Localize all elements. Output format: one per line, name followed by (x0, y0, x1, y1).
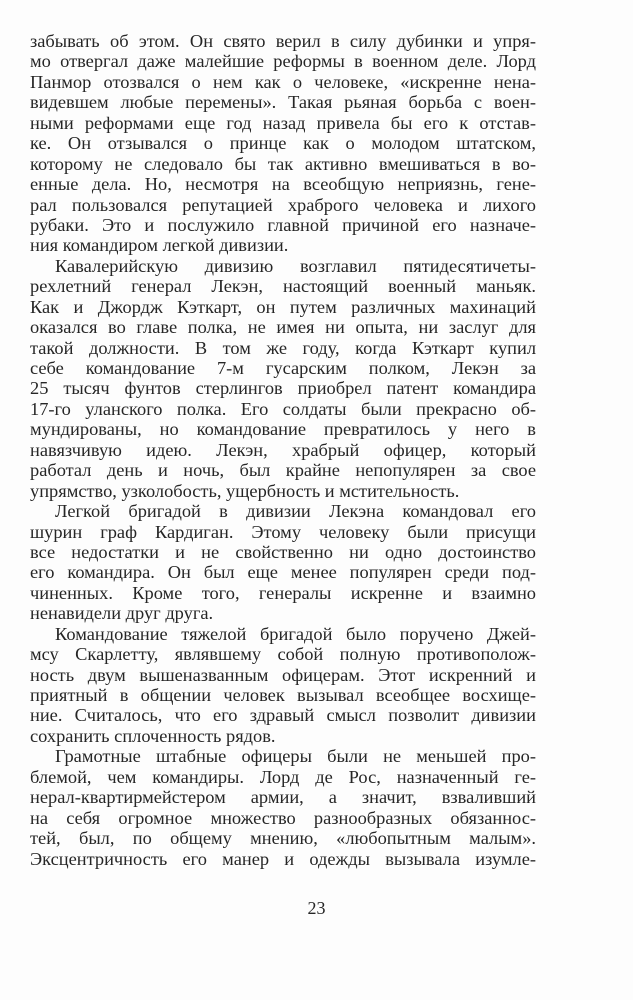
text-line: 25 тысяч фунтов стерлингов приобрел патент командира (30, 378, 536, 399)
text-line: чиненных. Кроме того, генералы искренне и взаимно (30, 582, 536, 603)
text-line: ния командиром легкой дивизии. (30, 235, 289, 256)
text-line: мо отвергал даже малейшие реформы в военном деле. Лорд (30, 51, 536, 72)
text-line: Командование тяжелой бригадой было поручено Джей- (55, 623, 536, 644)
text-line: которому не следовало бы так активно вмешиваться в во- (30, 153, 536, 174)
text-line: ненавидели друг друга. (30, 603, 214, 624)
text-line: нерал-квартирмейстером армии, а значит, взваливший (30, 787, 536, 808)
text-line: оказался во главе полка, не имея ни опыта, ни заслуг для (30, 317, 536, 338)
text-line: ние. Считалось, что его здравый смысл позволит дивизии (30, 705, 536, 726)
paragraph (30, 624, 536, 747)
text-line: енные дела. Но, несмотря на всеобщую неприязнь, гене- (30, 174, 536, 195)
text-line: ность двум вышеназванным офицерам. Этот искренний и (30, 664, 536, 685)
text-line: блемой, чем командиры. Лорд де Рос, назначенный ге- (30, 766, 536, 787)
text-line: Как и Джордж Кэткарт, он путем различных махинаций (30, 296, 536, 317)
text-line: ке. Он отзывался о принце как о молодом штатском, (30, 133, 536, 154)
text-line: приятный в общении человек вызывал всеобщее восхище- (30, 685, 536, 705)
text-line: такой должности. В том же году, когда Кэткарт купил (30, 337, 536, 358)
page-text (30, 31, 536, 869)
paragraph (30, 501, 536, 624)
text-line: Грамотные штабные офицеры были не меньшей про- (55, 746, 536, 767)
text-line: мсу Скарлетту, являвшему собой полную противополож- (30, 644, 536, 665)
paragraph (30, 256, 536, 501)
text-line: шурин граф Кардиган. Этому человеку были присущи (30, 521, 536, 542)
text-line: навязчивую идею. Лекэн, храбрый офицер, который (30, 439, 536, 460)
text-line: на себя огромное множество разнообразных обязаннос- (30, 807, 536, 828)
text-line: рал пользовался репутацией храброго человека и лихого (30, 194, 536, 215)
text-line: себе командование 7-м гусарским полком, Лекэн за (30, 358, 536, 378)
text-line: все недостатки и не свойственно ни одно достоинство (30, 541, 536, 562)
text-line: рубаки. Это и послужило главной причиной его назначе- (30, 214, 536, 235)
text-line: сохранить сплоченность рядов. (30, 725, 276, 746)
text-line: мундированы, но командование превратилось у него в (30, 419, 536, 440)
paragraph (30, 746, 536, 869)
text-line: тей, был, по общему мнению, «любопытным малым». (30, 828, 536, 849)
text-line: его командира. Он был еще менее популярен среди под- (30, 562, 536, 583)
text-line: видевшем любые перемены». Такая рьяная борьба с воен- (30, 92, 536, 113)
paragraph (30, 31, 536, 256)
text-line: Кавалерийскую дивизию возглавил пятидесятичеты- (55, 255, 536, 276)
page-number: 23 (307, 898, 326, 918)
text-line: Эксцентричность его манер и одежды вызывала изумле- (30, 848, 536, 869)
text-line: упрямство, узколобость, ущербность и мстительность. (30, 480, 460, 501)
text-line: Панмор отозвался о нем как о человеке, «искренне нена- (30, 71, 536, 92)
text-line: ными реформами еще год назад привела бы его к отстав- (30, 112, 536, 133)
text-line: забывать об этом. Он свято верил в силу дубинки и упря- (30, 31, 536, 51)
text-line: работал день и ночь, был крайне непопулярен за свое (30, 460, 536, 481)
text-line: Легкой бригадой в дивизии Лекэна командовал его (55, 501, 536, 522)
text-line: рехлетний генерал Лекэн, настоящий военный маньяк. (30, 276, 536, 297)
text-line: 17-го уланского полка. Его солдаты были прекрасно об- (30, 398, 536, 419)
